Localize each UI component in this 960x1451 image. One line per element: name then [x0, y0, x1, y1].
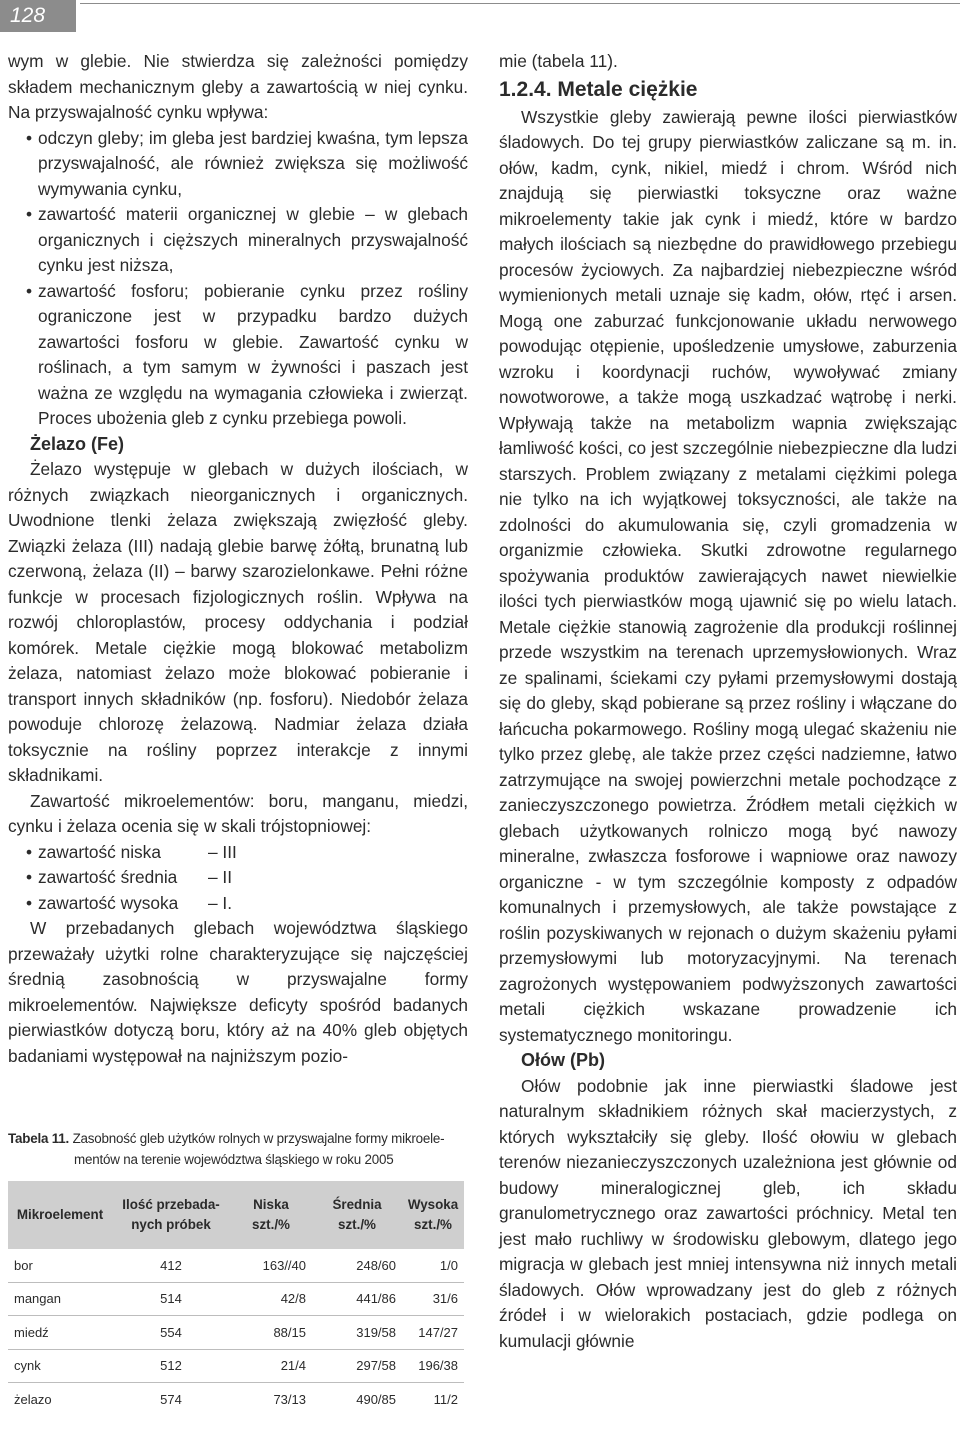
header-rule: [80, 3, 960, 4]
page-number: 128: [0, 0, 76, 32]
cell-count: 512: [112, 1349, 230, 1383]
micronutrient-table: [8, 1181, 464, 1416]
lead-heading: Ołów (Pb): [521, 1050, 605, 1070]
left-column: [8, 49, 468, 1069]
table-row: [8, 1383, 464, 1416]
header-samples: Ilość przebada-nych próbek: [112, 1181, 230, 1249]
table-caption-line1: Zasobność gleb użytków rolnych w przyswajalne formy mikroele-: [72, 1131, 445, 1146]
cell-count: 412: [160, 1257, 182, 1273]
iron-paragraph: Żelazo występuje w glebach w dużych ilościach, w różnych związkach nieorganicznych i organicznych. Uwodnione tlenki żelaza zwiększają zwięzłość gleby. Związki żelaza (III) nadają glebie barwę żółtą, brunatną lub czerwoną, żelaza (II) – barwy szarozielonkawe. Pełni różne funkcje w procesach fizjologicznych roślin. Wpływa na rozwój chloroplastów, procesy oddychania i podział komórek. Metale ciężkie mogą blokować metabolizm żelaza, natomiast żelazo może blokować pobieranie i transport innych składników (np. fosforu). Niedobór żelaza powoduje chlorozę żelazową. Nadmiar żelaza działa toksycznie na rośliny poprzez interakcje z innymi składnikami.: [8, 459, 468, 785]
header-medium: Średnia szt./%: [312, 1181, 402, 1249]
page-header-bar: [0, 0, 960, 32]
cell-low: 163//40: [262, 1257, 306, 1273]
zinc-factors-list: [8, 126, 468, 432]
table-caption-label: Tabela 11.: [8, 1131, 70, 1146]
table-caption-line2: mentów na terenie województwa śląskiego w roku 2005: [74, 1152, 394, 1167]
zinc-factor-item: • odczyn gleby; im gleba jest bardziej kwaśna, tym lepsza przyswajalność, ale również zwiększa się możliwość wymywania cynku,: [8, 126, 468, 203]
scale-intro-paragraph: Zawartość mikroelementów: boru, manganu, miedzi, cynku i żelaza ocenia się w skali trójstopniowej:: [8, 790, 468, 836]
cell-high: 147/27: [402, 1316, 464, 1350]
scale-item: [8, 891, 468, 917]
scale-value: – I.: [208, 892, 233, 913]
cell-high: 11/2: [402, 1383, 464, 1416]
cell-low: 21/4: [230, 1349, 312, 1383]
cell-count: 554: [112, 1316, 230, 1350]
header-mikroelement: Mikroelement: [8, 1181, 112, 1249]
scale-value: – III: [208, 841, 237, 862]
scale-label: zawartość średnia: [38, 867, 178, 887]
cell-name: żelazo: [8, 1383, 112, 1416]
cell-name: miedź: [8, 1316, 112, 1350]
cell-medium: 248/60: [356, 1257, 396, 1273]
right-column: [499, 49, 957, 1354]
zinc-intro-paragraph: wym w glebie. Nie stwierdza się zależności pomiędzy składem mechanicznym gleby a zawartością w niej cynku. Na przyswajalność cynku wpływa:: [8, 51, 468, 122]
cell-medium: 297/58: [312, 1349, 402, 1383]
table-caption: [8, 1128, 464, 1170]
table-block: [8, 1128, 464, 1416]
cell-name: mangan: [8, 1282, 112, 1316]
cell-low: 73/13: [230, 1383, 312, 1416]
heavy-metals-paragraph: Wszystkie gleby zawierają pewne ilości pierwiastków śladowych. Do tej grupy pierwiastków zaliczane są m. in. ołów, kadm, cynk, nikiel, miedź i chrom. Wśród nich znajdują się pierwiastki toksyczne oraz ważne mikroelementy takie jak cynk i miedź, które w bardzo małych ilościach są niezbędne do prawidłowego przebiegu procesów życiowych. Za najbardziej niebezpieczne wśród wymienionych metali uznaje się kadm, ołów, rtęć i arsen. Mogą one zaburzać funkcjonowanie układu nerwowego powodując otępienie, upośledzenie umysłowe, zaburzenia wzroku i koordynacji ruchów, wywoływać zmiany nowotworowe, a także mogą uszkadzać wątrobę i nerki. Wpływają także na metabolizm wapnia zwiększając łamliwość kości, co jest szczególnie niebezpieczne dla ludzi starszych. Problem związany z metalami ciężkimi polega nie tylko na ich wyjątkowej toksyczności, ale także na zdolności do akumulowania się, czyli gromadzenia w organizmie człowieka. Skutki zdrowotne regularnego spożywania produktów zawierających nawet niewielkie ilości tych pierwiastków mogą ujawnić się po wielu latach. Metale ciężkie stanowią zagrożenie dla produkcji roślinnej przede wszystkim na terenach uprzemysłowionych. Wraz ze spalinami, ściekami czy pyłami przemysłowymi dostają się do gleby, skąd pobierane są przez rośliny i włączane do łańcucha pokarmowego. Rośliny mogą ulegać skażeniu nie tylko przez glebę, ale także przez części nadziemne, łatwo zatrzymujące na swojej powierzchni metale pochodzące z zanieczyszczonego powietrza. Źródłem metali ciężkich w glebach użytkowanych rolniczo mogą być nawozy mineralne, zwłaszcza fosforowe i wapniowe oraz nawozy organiczne - w tym szczególnie komposty z odpadów komunalnych i przemysłowych, ale także powstające z roślin pozyskiwanych w rejonach o dużym skażeniu pyłami przemysłowymi lub motoryzacyjnymi. Na terenach zagrożonych występowaniem podwyższonych zawartości metali ciężkich wskazane prowadzenie ich systematycznego monitoringu.: [499, 106, 957, 1045]
header-high: Wysoka szt./%: [402, 1181, 464, 1249]
header-low: Niska szt./%: [230, 1181, 312, 1249]
table-row: [8, 1349, 464, 1383]
continued-line: mie (tabela 11).: [499, 51, 618, 71]
lead-paragraph: Ołów podobnie jak inne pierwiastki śladowe jest naturalnym składnikiem różnych skał macierzystych, z których wykształciły się gleby. Ilość ołowiu w glebach terenów niezanieczyszczonych uzależniona jest głównie od budowy mineralogicznej gleb, ich składu granulometrycznego oraz zawartości próchnicy. Metal ten jest mało ruchliwy w środowisku glebowym, dlatego jego migracja w glebach jest mniej intensywna niż innych metali śladowych. Ołów wprowadzany jest do gleb z różnych źródeł i w wielorakich postaciach, gdzie podlega on kumulacji głównie: [499, 1075, 957, 1351]
scale-label: zawartość wysoka: [38, 892, 179, 913]
cell-medium: 441/86: [312, 1282, 402, 1316]
scale-item: [8, 840, 468, 866]
cell-name: cynk: [8, 1349, 112, 1383]
cell-high: 196/38: [402, 1349, 464, 1383]
closing-paragraph: W przebadanych glebach województwa śląskiego przeważały użytki rolne charakteryzujące się najczęściej średnią zasobnością w przyswajalne formy mikroelementów. Największe deficyty spośród badanych pierwiastków dotyczą boru, który aż na 40% gleb objętych badaniami występował na najniższym pozio-: [8, 918, 468, 1066]
scale-value: – II: [208, 867, 233, 887]
scale-label: zawartość niska: [38, 841, 161, 862]
zinc-factor-item: • zawartość fosforu; pobieranie cynku przez rośliny ograniczone jest w przypadku bardzo dużych zawartości fosforu w glebie. Zawartość cynku w roślinach, a tym samym w żywności i paszach jest ważna ze względu na wymagania człowieka i zwierząt. Proces ubożenia gleb z cynku przebiega powoli.: [8, 279, 468, 432]
scale-item: [8, 865, 468, 891]
cell-count: 514: [112, 1282, 230, 1316]
cell-medium: 490/85: [312, 1383, 402, 1416]
table-row: [8, 1316, 464, 1350]
cell-high: 31/6: [402, 1282, 464, 1316]
table-header-row: [8, 1181, 464, 1249]
cell-low: 88/15: [230, 1316, 312, 1350]
cell-name: bor: [14, 1257, 33, 1273]
cell-high: 1/0: [439, 1257, 458, 1273]
cell-low: 42/8: [230, 1282, 312, 1316]
cell-medium: 319/58: [312, 1316, 402, 1350]
cell-count: 574: [112, 1383, 230, 1416]
table-row: [8, 1249, 464, 1282]
zinc-factor-item: • zawartość materii organicznej w glebie – w glebach organicznych i cięższych mineralnych przyswajalność cynku jest niższa,: [8, 202, 468, 279]
table-row: [8, 1282, 464, 1316]
section-heading: 1.2.4. Metale ciężkie: [499, 77, 698, 101]
content-scale-list: [8, 840, 468, 917]
iron-heading: Żelazo (Fe): [30, 433, 125, 454]
